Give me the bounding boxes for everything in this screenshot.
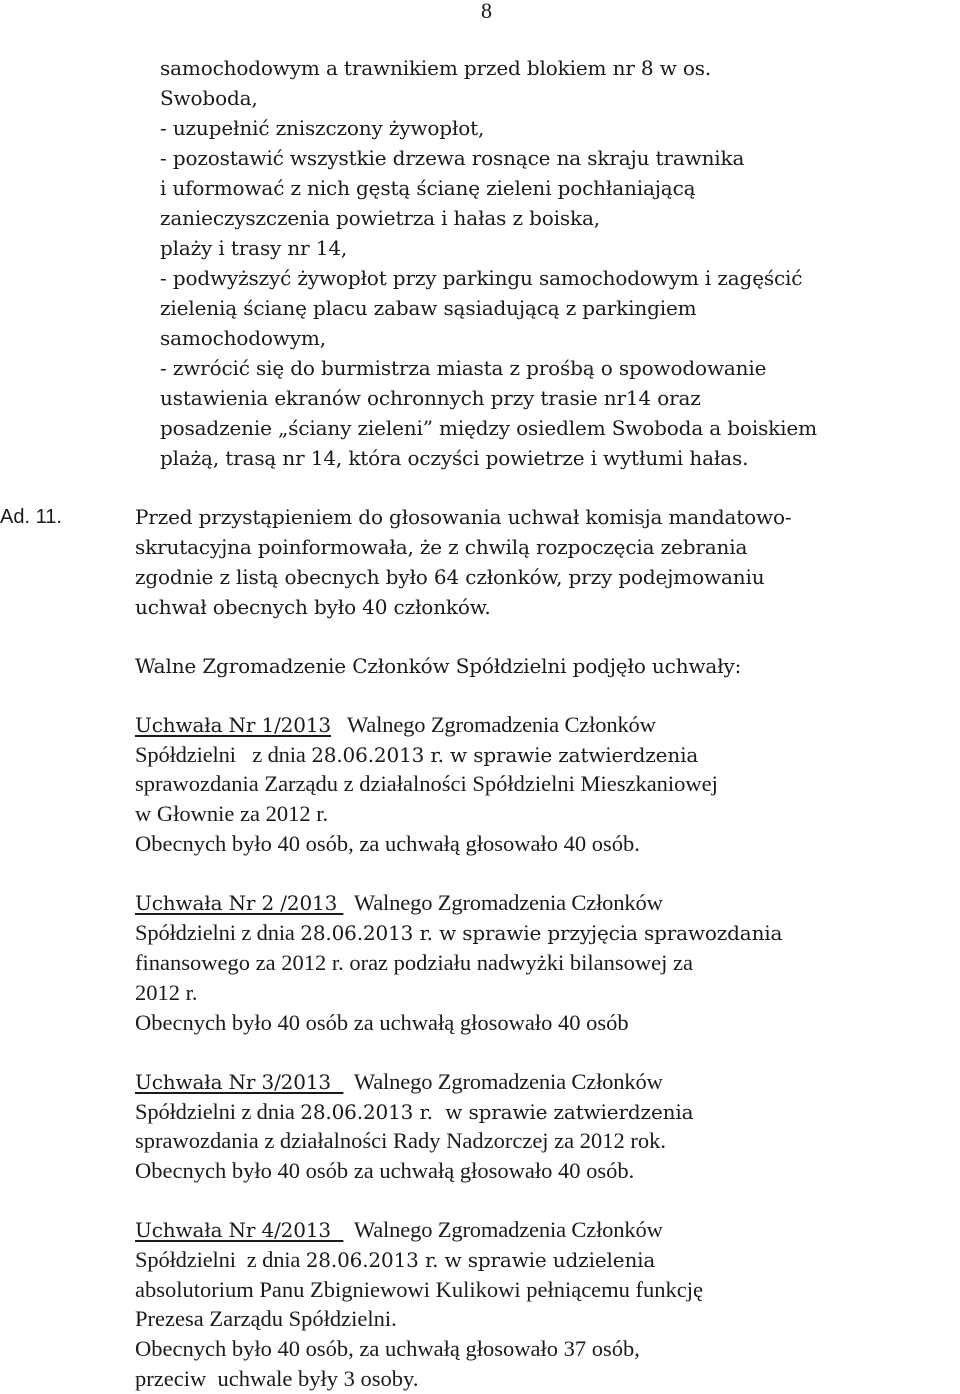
text-line: plaży i trasy nr 14,: [160, 236, 348, 260]
resolution-date-line: Spółdzielni z dnia 28.06.2013 r. w sprawie udzielenia: [135, 1247, 656, 1272]
text-line: i uformować z nich gęstą ścianę zieleni pochłaniającą: [160, 176, 696, 200]
text-line: absolutorium Panu Zbigniewowi Kulikowi pełniącemu funkcję: [135, 1277, 704, 1302]
resolution-heading-line: Uchwała Nr 3/2013 Walnego Zgromadzenia Członków: [135, 1069, 663, 1094]
text-line: zgodnie z listą obecnych było 64 członków, przy podejmowaniu: [135, 565, 765, 589]
resolution-date-line: Spółdzielni z dnia 28.06.2013 r. w sprawie zatwierdzenia: [135, 742, 699, 767]
text-line: skrutacyjna poinformowała, że z chwilą rozpoczęcia zebrania: [135, 535, 748, 559]
resolution-date-line: Spółdzielni z dnia 28.06.2013 r. w sprawie przyjęcia sprawozdania: [135, 920, 783, 945]
text-line: Przed przystąpieniem do głosowania uchwał komisja mandatowo-: [135, 505, 792, 529]
text-line: zanieczyszczenia powietrza i hałas z boiska,: [160, 206, 600, 230]
vote-result: Obecnych było 40 osób za uchwałą głosowało 40 osób: [135, 1010, 629, 1035]
text-line: samochodowym,: [160, 326, 326, 350]
resolution-title: Uchwała Nr 1/2013: [135, 713, 331, 737]
text-line: plażą, trasą nr 14, która oczyści powietrze i wytłumi hałas.: [160, 446, 749, 470]
resolution-heading-line: Uchwała Nr 1/2013 Walnego Zgromadzenia Członków: [135, 712, 656, 737]
text-line: - pozostawić wszystkie drzewa rosnące na skraju trawnika: [160, 146, 745, 170]
resolutions-intro: Walne Zgromadzenie Członków Spółdzielni podjęło uchwały:: [135, 654, 742, 678]
text-line: uchwał obecnych było 40 członków.: [135, 595, 491, 619]
resolution-title: Uchwała Nr 3/2013: [135, 1070, 344, 1094]
item-label: Ad. 11.: [0, 506, 62, 528]
text-line: sprawozdania Zarządu z działalności Spółdzielni Mieszkaniowej: [135, 771, 718, 796]
vote-against: przeciw uchwale były 3 osoby.: [135, 1366, 419, 1391]
vote-result: Obecnych było 40 osób, za uchwałą głosowało 37 osób,: [135, 1336, 640, 1361]
text-line: finansowego za 2012 r. oraz podziału nadwyżki bilansowej za: [135, 950, 693, 975]
text-line: - podwyższyć żywopłot przy parkingu samochodowym i zagęścić: [160, 266, 803, 290]
vote-result: Obecnych było 40 osób za uchwałą głosowało 40 osób.: [135, 1158, 635, 1183]
text-line: - zwrócić się do burmistrza miasta z prośbą o spowodowanie: [160, 356, 767, 380]
text-line: zielenią ścianę placu zabaw sąsiadującą z parkingiem: [160, 296, 697, 320]
text-line: Swoboda,: [160, 86, 258, 110]
text-line: sprawozdania z działalności Rady Nadzorczej za 2012 rok.: [135, 1128, 667, 1153]
text-line: ustawienia ekranów ochronnych przy trasie nr14 oraz: [160, 386, 701, 410]
text-line: posadzenie „ściany zieleni” między osiedlem Swoboda a boiskiem: [160, 416, 817, 440]
text-line: 2012 r.: [135, 980, 198, 1005]
text-line: samochodowym a trawnikiem przed blokiem nr 8 w os.: [160, 56, 712, 80]
text-line: w Głownie za 2012 r.: [135, 801, 329, 826]
resolution-date-line: Spółdzielni z dnia 28.06.2013 r. w sprawie zatwierdzenia: [135, 1099, 694, 1124]
resolution-title: Uchwała Nr 4/2013: [135, 1218, 344, 1242]
page-number: 8: [481, 0, 492, 23]
resolution-heading-line: Uchwała Nr 4/2013 Walnego Zgromadzenia Członków: [135, 1217, 663, 1242]
vote-result: Obecnych było 40 osób, za uchwałą głosowało 40 osób.: [135, 831, 640, 856]
text-line: - uzupełnić zniszczony żywopłot,: [160, 116, 485, 140]
resolution-heading-line: Uchwała Nr 2 /2013 Walnego Zgromadzenia Członków: [135, 890, 663, 915]
resolution-title: Uchwała Nr 2 /2013: [135, 891, 344, 915]
text-line: Prezesa Zarządu Spółdzielni.: [135, 1306, 397, 1331]
